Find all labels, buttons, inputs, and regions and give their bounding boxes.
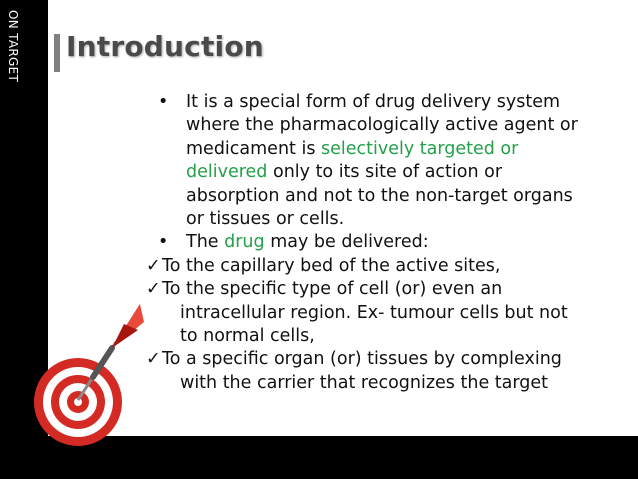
- side-label: ON TARGET: [6, 10, 20, 83]
- bullet-1-line-1: It is a special form of drug delivery system: [186, 92, 561, 112]
- bullet-1-line-6: or tissues or cells.: [186, 209, 345, 230]
- highlight-drug: drug: [224, 232, 265, 253]
- dartboard-illustration: [20, 300, 160, 450]
- check-2-line-2: intracellular region. Ex- tumour cells but not: [180, 302, 568, 323]
- check-item-3: [146, 348, 622, 395]
- bullet-1-line-3a: medicament is: [186, 138, 322, 159]
- check-3-line-1: To a specific organ (or) tissues by complexing: [162, 349, 562, 370]
- dartboard-icon: [34, 358, 122, 446]
- checkmark-icon: ✓: [146, 349, 161, 370]
- checkmark-icon: ✓: [146, 255, 161, 276]
- slide-content: [146, 91, 622, 395]
- bullet-1-line-2: where the pharmacologically active agent or: [186, 115, 578, 136]
- check-item-1: [146, 255, 622, 278]
- bullet-item-2: [152, 231, 622, 254]
- check-2-line-3: to normal cells,: [180, 326, 315, 347]
- slide-title: Introduction: [66, 30, 264, 63]
- bullet-1-line-4b: only to its site of action or: [267, 162, 503, 183]
- check-1-text: To the capillary bed of the active sites,: [162, 255, 501, 276]
- bullet-2-part-a: The: [186, 232, 225, 253]
- check-item-2: [146, 278, 622, 348]
- checkmark-icon: ✓: [146, 279, 161, 300]
- bullet-2-part-c: may be delivered:: [264, 232, 429, 253]
- check-3-line-2: with the carrier that recognizes the target: [180, 372, 548, 393]
- highlight-selectively-targeted: selectively targeted or: [321, 138, 519, 159]
- bullet-glyph: •: [158, 232, 169, 253]
- bullet-glyph: •: [158, 92, 169, 112]
- bullet-item-1: [152, 91, 622, 231]
- title-accent-bar: [54, 34, 60, 72]
- check-2-line-1: To the specific type of cell (or) even an: [162, 279, 503, 300]
- bullet-1-line-5: absorption and not to the non-target organs: [186, 185, 573, 206]
- highlight-delivered: delivered: [186, 162, 268, 183]
